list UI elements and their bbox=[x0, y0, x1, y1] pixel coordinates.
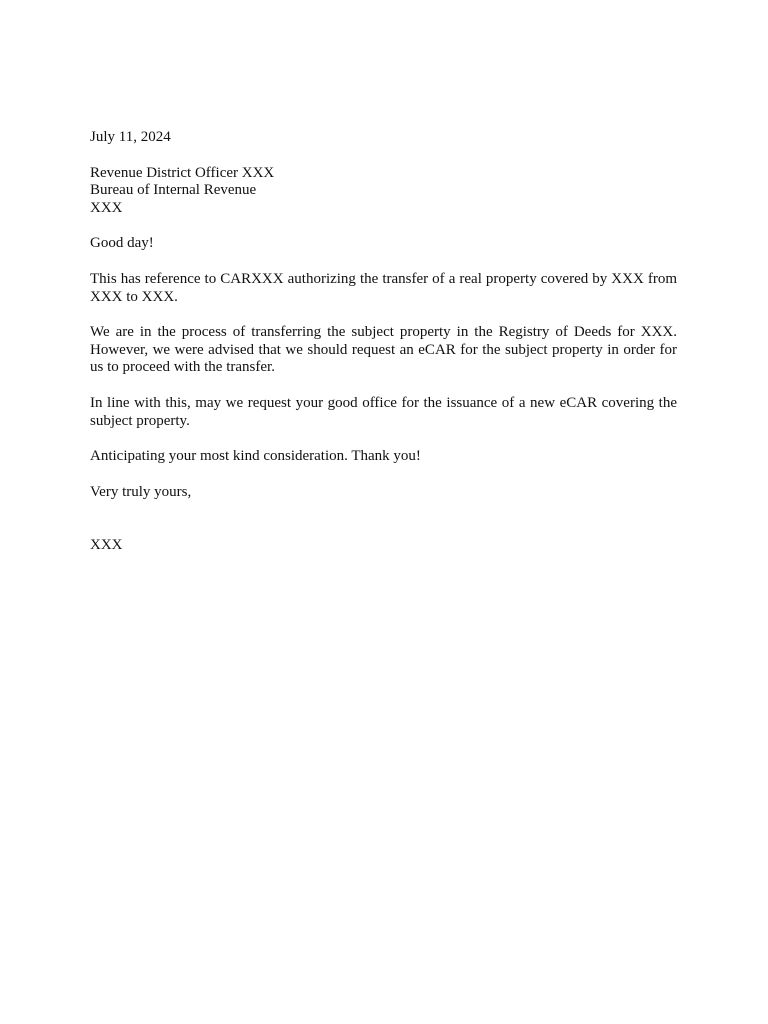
recipient-name: Revenue District Officer XXX bbox=[90, 164, 275, 181]
spacer bbox=[90, 147, 677, 165]
spacer bbox=[90, 430, 677, 448]
paragraph-reference: This has reference to CARXXX authorizing the transfer of a real property covered by XXX from XXX to XXX. bbox=[90, 270, 677, 305]
paragraph-request: In line with this, may we request your good office for the issuance of a new eCAR covering the subject property. bbox=[90, 394, 677, 429]
salutation: Good day! bbox=[90, 235, 154, 252]
letter-body bbox=[90, 129, 677, 555]
spacer bbox=[90, 377, 677, 395]
recipient-address: XXX bbox=[90, 199, 123, 216]
closing: Very truly yours, bbox=[90, 483, 192, 500]
spacer bbox=[90, 466, 677, 484]
spacer bbox=[90, 217, 677, 235]
recipient-office: Bureau of Internal Revenue bbox=[90, 182, 257, 199]
spacer bbox=[90, 306, 677, 324]
signatory-name: XXX bbox=[90, 537, 123, 554]
paragraph-thanks: Anticipating your most kind consideration. Thank you! bbox=[90, 448, 421, 465]
letter-date: July 11, 2024 bbox=[90, 129, 171, 145]
signature-space bbox=[90, 501, 677, 537]
spacer bbox=[90, 253, 677, 271]
paragraph-process: We are in the process of transferring the subject property in the Registry of Deeds for XXX. However, we were advised that we should request an eCAR for the subject property in order for us to proceed with the transfer. bbox=[90, 324, 677, 376]
recipient-block bbox=[90, 165, 677, 218]
